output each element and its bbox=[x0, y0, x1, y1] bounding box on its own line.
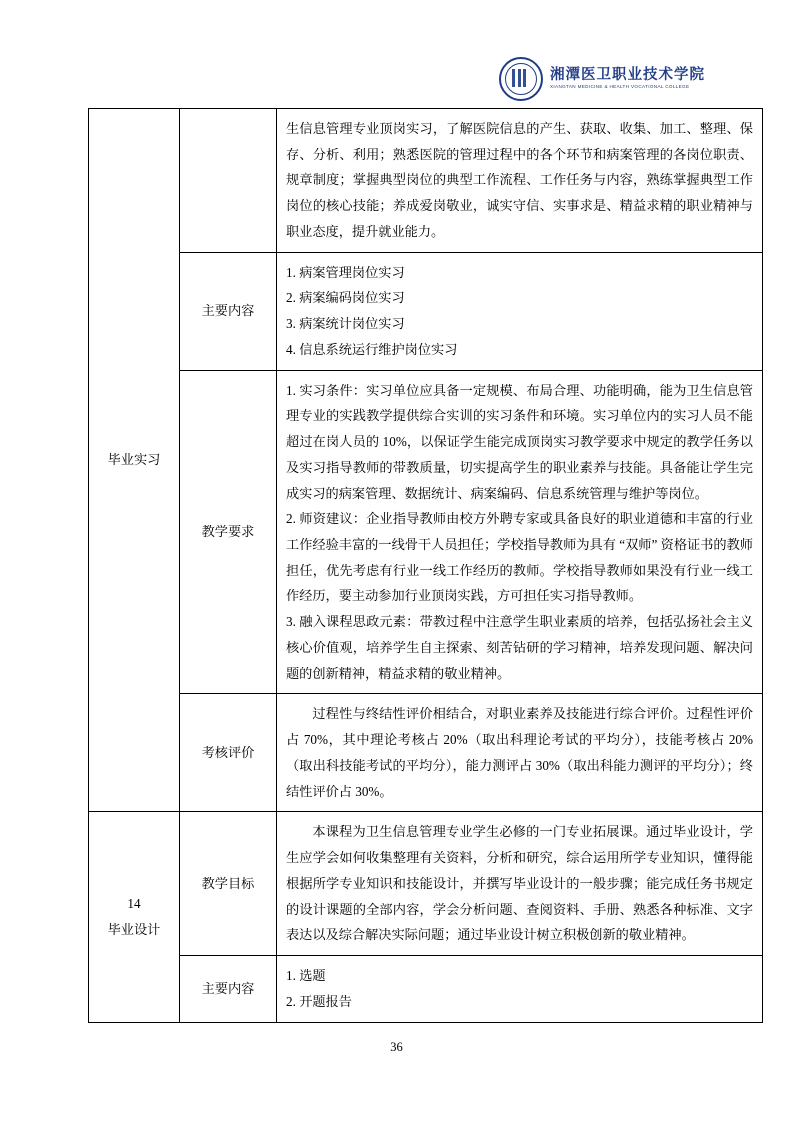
section-label: 教学目标 bbox=[201, 875, 255, 891]
college-seal-icon bbox=[499, 57, 543, 101]
section-label-cell bbox=[180, 370, 277, 694]
table-row bbox=[89, 252, 763, 370]
section-content-cell bbox=[277, 252, 763, 370]
paragraph: 2. 师资建议：企业指导教师由校方外聘专家或具备良好的职业道德和丰富的行业工作经验丰富的一线骨干人员担任；学校指导教师为具有 “双师” 资格证书的教师担任，优先考虑有行业一线工作经历的教师。学校指导教师如果没有行业一线工作经历，要主动参加行业顶岗实践，方可担任实习指导教师。 bbox=[286, 511, 753, 604]
course-name-cell bbox=[89, 812, 180, 1022]
table-row bbox=[89, 812, 763, 956]
section-label-cell bbox=[180, 956, 277, 1022]
curriculum-table bbox=[88, 108, 763, 1023]
section-content-cell bbox=[277, 956, 763, 1022]
section-label: 主要内容 bbox=[201, 980, 255, 996]
table-row bbox=[89, 370, 763, 694]
paragraph: 1. 选题 bbox=[286, 968, 326, 984]
table-row bbox=[89, 109, 763, 253]
section-label-cell bbox=[180, 812, 277, 956]
section-label: 教学要求 bbox=[201, 524, 255, 540]
section-label: 考核评价 bbox=[201, 745, 255, 761]
paragraph: 过程性与终结性评价相结合，对职业素养及技能进行综合评价。过程性评价占 70%，其中理论考核占 20%（取出科理论考试的平均分），技能考核占 20%（取出科技能考试的平均分），能力测评占 30%（取出科能力测评的平均分）；终结性评价占 30%。 bbox=[286, 706, 753, 799]
paragraph: 1. 实习条件：实习单位应具备一定规模、布局合理、功能明确，能为卫生信息管理专业的实践教学提供综合实训的实习条件和环境。实习单位内的实习人员不能超过在岗人员的 10%，以保证学生能完成顶岗实习教学要求中规定的教学任务以及实习指导教师的带教质量，切实提高学生的职业素养与技能。具备能让学生完成实习的病案管理、数据统计、病案编码、信息系统管理与维护等岗位。 bbox=[286, 382, 753, 501]
page-number: 36 bbox=[390, 1040, 403, 1054]
paragraph: 3. 融入课程思政元素：带教过程中注意学生职业素质的培养，包括弘扬社会主义核心价值观，培养学生自主探索、刻苦钻研的学习精神，培养发现问题、解决问题的创新精神，精益求精的敬业精神。 bbox=[286, 614, 753, 681]
course-name-cell bbox=[89, 109, 180, 812]
paragraph: 生信息管理专业顶岗实习，了解医院信息的产生、获取、收集、加工、整理、保存、分析、利用；熟悉医院的管理过程中的各个环节和病案管理的各岗位职责、规章制度；掌握典型岗位的典型工作流程、工作任务与内容，熟练掌握典型工作岗位的核心技能；养成爱岗敬业，诚实守信、实事求是、精益求精的职业精神与职业态度，提升就业能力。 bbox=[286, 121, 753, 239]
section-label-cell bbox=[180, 694, 277, 812]
section-content-cell bbox=[277, 694, 763, 812]
paragraph: 4. 信息系统运行维护岗位实习 bbox=[286, 341, 458, 357]
paragraph: 1. 病案管理岗位实习 bbox=[286, 264, 405, 280]
section-content-cell bbox=[277, 370, 763, 694]
section-label-cell bbox=[180, 109, 277, 253]
section-label-cell bbox=[180, 252, 277, 370]
paragraph: 本课程为卫生信息管理专业学生必修的一门专业拓展课。通过毕业设计，学生应学会如何收集整理有关资料，分析和研究，综合运用所学专业知识，懂得能根据所学专业知识和技能设计，并撰写毕业设计的一般步骤；能完成任务书规定的设计课题的全部内容，学会分析问题、查阅资料、手册、熟悉各种标准、文字表达以及综合解决实际问题；通过毕业设计树立积极创新的敬业精神。 bbox=[286, 824, 753, 943]
paragraph: 3. 病案统计岗位实习 bbox=[286, 316, 405, 332]
college-name-en: XIANGTAN MEDICINE & HEALTH VOCATIONAL COLLEGE bbox=[550, 84, 690, 90]
course-name-label: 毕业实习 bbox=[107, 452, 161, 468]
section-content-cell bbox=[277, 109, 763, 253]
course-number: 14 bbox=[127, 896, 141, 912]
section-label: 主要内容 bbox=[201, 303, 255, 319]
table-row bbox=[89, 956, 763, 1022]
college-name-cn: 湘潭医卫职业技术学院 bbox=[550, 66, 705, 83]
college-logo-text bbox=[550, 68, 705, 90]
paragraph: 2. 开题报告 bbox=[286, 993, 352, 1009]
course-name-label: 毕业设计 bbox=[107, 921, 161, 937]
table-row bbox=[89, 694, 763, 812]
college-logo bbox=[499, 57, 705, 101]
paragraph: 2. 病案编码岗位实习 bbox=[286, 290, 405, 306]
section-content-cell bbox=[277, 812, 763, 956]
